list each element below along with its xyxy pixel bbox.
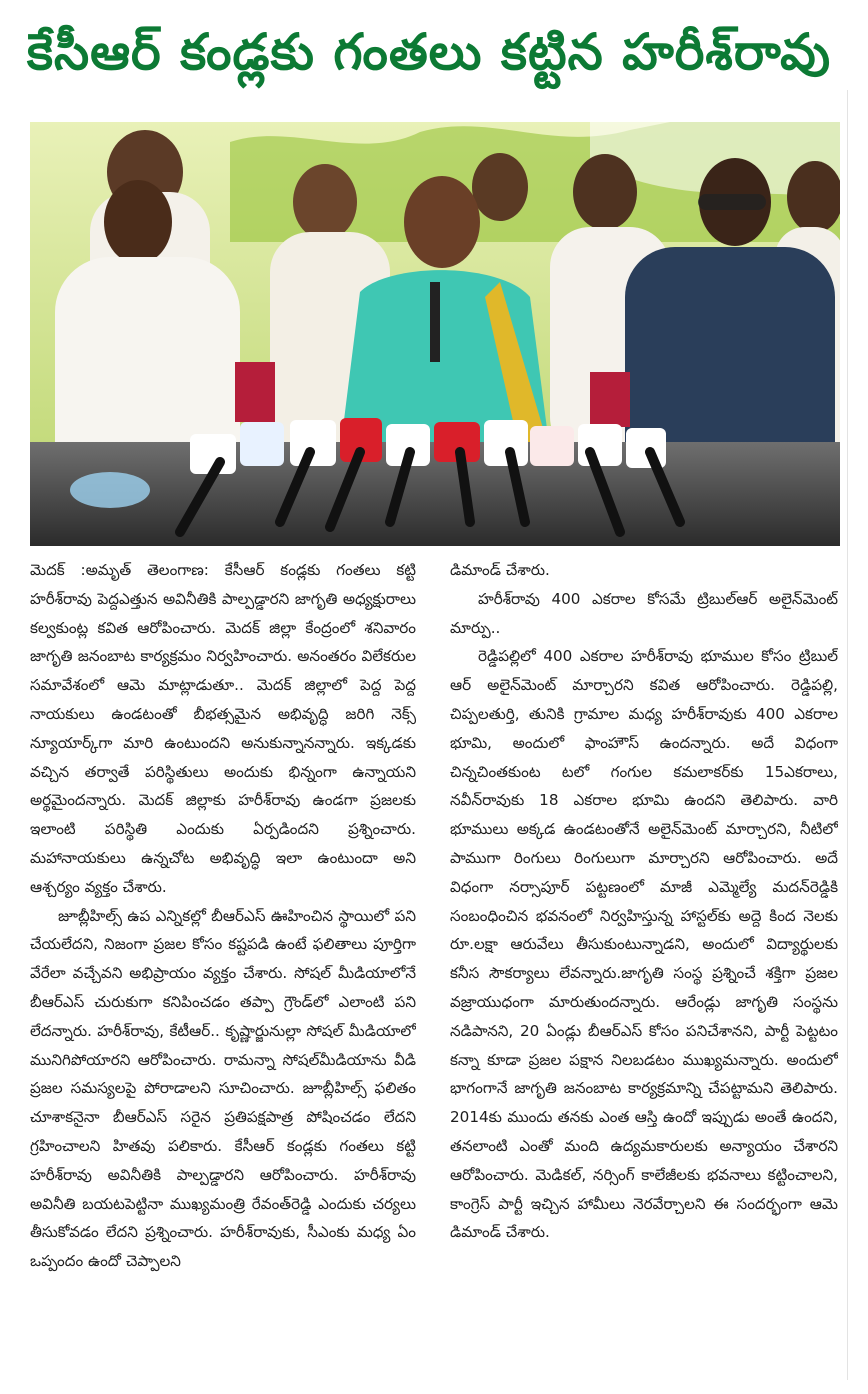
headline: కేసీఆర్ కండ్లకు గంతలు కట్టిన హరీశ్‌రావు bbox=[26, 22, 832, 81]
article-paragraph: జూబ్లీహిల్స్ ఉప ఎన్నికల్లో బీఆర్ఎస్ ఊహించిన స్థాయిలో పని చేయలేదని, నిజంగా ప్రజల కోసం కష్టపడి ఉంటే ఫలితాలు పూర్తిగా వేరేలా వచ్చేవని అభిప్రాయం వ్యక్తం చేశారు. సోషల్ మీడియాలోనే బీఆర్ఎస్ చురుకుగా కనిపించడం తప్పా గ్రౌండ్‌లో ఎలాంటి పని లేదన్నారు. హరీశ్‌రావు, కేటీఆర్.. కృష్ణార్జునుల్లా సోషల్ మీడియాలో మునిగిపోయారని ఆరోపించారు. రామన్నా సోషల్‌మీడియాను వీడి ప్రజల సమస్యలపై పోరాడాలని సూచించారు. జూబ్లీహిల్స్ ఫలితం చూశాకనైనా బీఆర్ఎస్ సరైన ప్రతిపక్షపాత్ర పోషించడం లేదని గ్రహించాలని హితవు పలికారు. కేసీఆర్ కండ్లకు గంతలు కట్టి హరీశ్‌రావు అవినీతికి పాల్పడ్డారని ఆరోపించారు. హరీశ్‌రావు అవినీతి బయటపెట్టినా ముఖ్యమంత్రి రేవంత్‌రెడ్డి ఎందుకు చర్యలు తీసుకోవడం లేదని ప్రశ్నించారు. హరీశ్‌రావుకు, సీఎంకు మధ్య ఏం ఒప్పందం ఉందో చెప్పాలని bbox=[30, 906, 416, 1271]
article-column-left bbox=[30, 556, 416, 1276]
article-subheading: హరీశ్‌రావు 400 ఎకరాల కోసమే ట్రిబుల్‌ఆర్ అలైన్‌మెంట్ మార్పు.. bbox=[450, 589, 838, 637]
article-column-right bbox=[450, 556, 838, 1247]
press-meet-photo bbox=[30, 122, 840, 546]
article-paragraph: డిమాండ్ చేశారు. bbox=[450, 561, 550, 579]
adjacent-column-edge bbox=[847, 90, 868, 1380]
article-paragraph: రెడ్డిపల్లిలో 400 ఎకరాల హరీశ్‌రావు భూముల కోసం ట్రిబుల్ ఆర్ అలైన్‌మెంట్ మార్చారని కవిత ఆరోపించారు. రెడ్డిపల్లి, చిప్పలతుర్తి, తునికి గ్రామాల మధ్య హరీశ్‌రావుకు 400 ఎకరాల భూమి, అందులో ఫాంహౌస్ ఉందన్నారు. అదే విధంగా చిన్నచింతకుంట టలో గంగుల కమలాకర్‌కు 15ఎకరాలు, నవీన్‌రావుకు 18 ఎకరాల భూమి ఉందని తెలిపారు. వారి భూములు అక్కడ ఉండటంతోనే అలైన్‌మెంట్ మార్చారని, నీటిలో పాముగా రింగులు రింగులుగా మార్చారని ఆరోపించారు. అదే విధంగా నర్సాపూర్ పట్టణంలో మాజీ ఎమ్మెల్యే మదన్‌రెడ్డికి సంబంధించిన భవనంలో నిర్వహిస్తున్న హాస్టల్‌కు అద్దె కింద నెలకు రూ.లక్షా ఆరువేలు తీసుకుంటున్నాడని, అందులో విద్యార్థులకు కనీస సౌకర్యాలు లేవన్నారు.జాగృతి సంస్థ ప్రశ్నించే శక్తిగా ప్రజల వజ్రాయుధంగా మారుతుందన్నారు. ఆరేండ్లు జాగృతి సంస్థను నడిపానని, 20 ఏండ్లు బీఆర్ఎస్ కోసం పనిచేశానని, పార్టీ పెట్టటం కన్నా కూడా ప్రజల పక్షాన నిలబడటం ముఖ్యమన్నారు. అందులో భాగంగానే జాగృతి జనంబాట కార్యక్రమాన్ని చేపట్టామని తెలిపారు. 2014కు ముందు తనకు ఎంత ఆస్తి ఉందో ఇప్పుడు అంతే ఉందని, తనలాంటి ఎంతో మంది ఉద్యమకారులకు అన్యాయం చేశారని ఆరోపించారు. మెడికల్, నర్సింగ్ కాలేజీలకు భవనాలు కట్టించాలని, కాంగ్రెస్ పార్టీ ఇచ్చిన హామీలు నెరవేర్చాలని ఈ సందర్భంగా ఆమె డిమాండ్ చేశారు. bbox=[450, 647, 838, 1242]
article-paragraph: మెదక్ :అమృత్ తెలంగాణ: కేసీఆర్ కండ్లకు గంతలు కట్టి హరీశ్‌రావు పెద్దఎత్తున అవినీతికి పాల్పడ్డారని జాగృతి అధ్యక్షురాలు కల్వకుంట్ల కవిత ఆరోపించారు. మెదక్ జిల్లా కేంద్రంలో శనివారం జాగృతి జనంబాట కార్యక్రమం నిర్వహించారు. అనంతరం విలేకరుల సమావేశంలో ఆమె మాట్లాడుతూ.. మెదక్ జిల్లాలో పెద్ద పెద్ద నాయకులు ఉండటంతో బీభత్సమైన అభివృద్ధి జరిగి నెక్స్ న్యూయార్క్‌గా మారి ఉంటుందని అనుకున్నానన్నారు. ఇక్కడకు వచ్చిన తర్వాతే పరిస్థితులు అందుకు భిన్నంగా ఉన్నాయని అర్థమైందన్నారు. మెదక్ జిల్లాకు హరీశ్‌రావు ఉండగా ప్రజలకు ఇలాంటి పరిస్థితి ఎందుకు ఏర్పడిందని ప్రశ్నించారు. మహానాయకులు ఉన్నచోట అభివృద్ధి ఇలా ఉంటుందా అని ఆశ్చర్యం వ్యక్తం చేశారు. bbox=[30, 561, 416, 896]
